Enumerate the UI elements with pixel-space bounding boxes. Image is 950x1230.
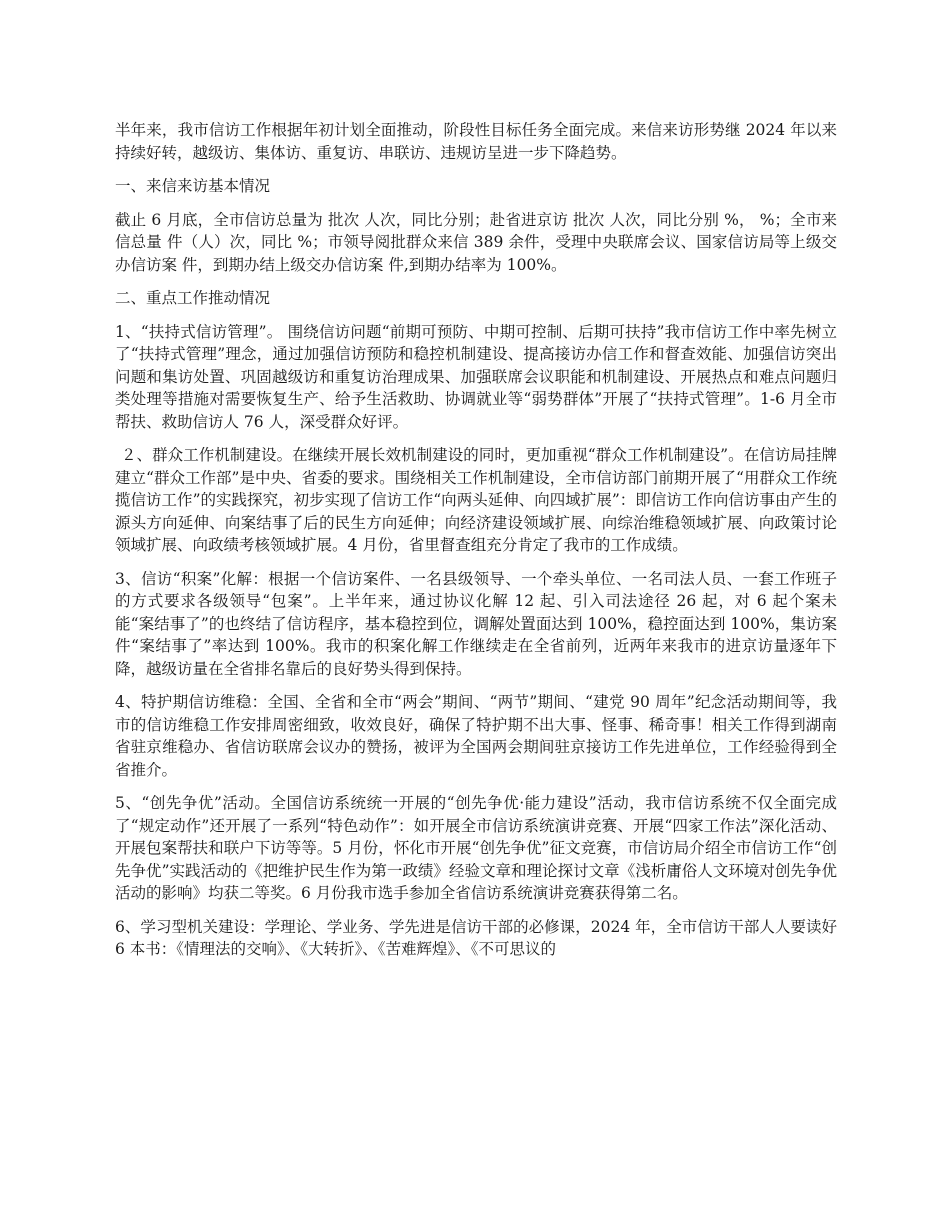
statistics-paragraph: 截止 6 月底，全市信访总量为 批次 人次，同比分别；赴省进京访 批次 人次，同比分别 %， %；全市来信总量 件（人）次，同比 %；市领导阅批群众来信 389 余件，受理中央联席会议、国家信访局等上级交办信访案 件，到期办结上级交办信访案 件,到期办结率为 100%。 (115, 210, 837, 274)
item-6-paragraph: 6、学习型机关建设：学理论、学业务、学先进是信访干部的必修课，2024 年，全市信访干部人人要读好 6 本书：《情理法的交响》、《大转折》、《苦难辉煌》、《不可思议的 (115, 917, 837, 958)
section-heading-key-work: 二、重点工作推动情况 (115, 289, 271, 307)
item-4-paragraph: 4、特护期信访维稳：全国、全省和全市“两会”期间、“两节”期间、“建党 90 周年”纪念活动期间等，我市的信访维稳工作安排周密细致，收效良好，确保了特护期不出大事、怪事、稀奇事！相关工作得到湖南省驻京维稳办、省信访联席会议办的赞扬，被评为全国两会期间驻京接访工作先进单位，工作经验得到全省推介。 (115, 693, 837, 779)
document-page (115, 119, 837, 972)
item-5-paragraph: 5、“创先争优”活动。全国信访系统统一开展的“创先争优·能力建设”活动，我市信访系统不仅全面完成了“规定动作”还开展了一系列“特色动作”：如开展全市信访系统演讲竞赛、开展“四家工作法”深化活动、开展包案帮扶和联户下访等等。5 月份，怀化市开展“创先争优”征文竞赛，市信访局介绍全市信访工作“创先争优”实践活动的《把维护民生作为第一政绩》经验文章和理论探讨文章《浅析庸俗人文环境对创先争优活动的影响》均获二等奖。6 月份我市选手参加全省信访系统演讲竞赛获得第二名。 (115, 794, 837, 902)
item-2-paragraph: ２、群众工作机制建设。在继续开展长效机制建设的同时，更加重视“群众工作机制建设”。在信访局挂牌建立“群众工作部”是中央、省委的要求。围绕相关工作机制建设，全市信访部门前期开展了“用群众工作统揽信访工作”的实践探究，初步实现了信访工作“向两头延伸、向四域扩展”：即信访工作向信访事由产生的源头方向延伸、向案结事了后的民生方向延伸；向经济建设领域扩展、向综治维稳领域扩展、向政策讨论领域扩展、向政绩考核领域扩展。4 月份，省里督查组充分肯定了我市的工作成绩。 (115, 446, 837, 554)
intro-paragraph: 半年来，我市信访工作根据年初计划全面推动，阶段性目标任务全面完成。来信来访形势继 2024 年以来持续好转，越级访、集体访、重复访、串联访、违规访呈进一步下降趋势。 (115, 121, 837, 162)
item-1-paragraph: 1、“扶持式信访管理”。 围绕信访问题“前期可预防、中期可控制、后期可扶持”我市信访工作中率先树立了“扶持式管理”理念，通过加强信访预防和稳控机制建设、提高接访办信工作和督查效能、加强信访突出问题和集访处置、巩固越级访和重复访治理成果、加强联席会议职能和机制建设、开展热点和难点问题归类处理等措施对需要恢复生产、给予生活救助、协调就业等“弱势群体”开展了“扶持式管理”。1-6 月全市帮扶、救助信访人 76 人，深受群众好评。 (115, 322, 837, 431)
item-3-paragraph: 3、信访“积案”化解：根据一个信访案件、一名县级领导、一个牵头单位、一名司法人员、一套工作班子的方式要求各级领导“包案”。上半年来，通过协议化解 12 起、引入司法途径 26 起，对 6 起个案未能“案结事了”的也终结了信访程序，基本稳控到位，调解处置面达到 100%，稳控面达到 100%，集访案件“案结事了”率达到 100%。我市的积案化解工作继续走在全省前列，近两年来我市的进京访量逐年下降，越级访量在全省排名靠后的良好势头得到保持。 (115, 569, 837, 678)
section-heading-basic-situation: 一、来信来访基本情况 (115, 177, 271, 195)
